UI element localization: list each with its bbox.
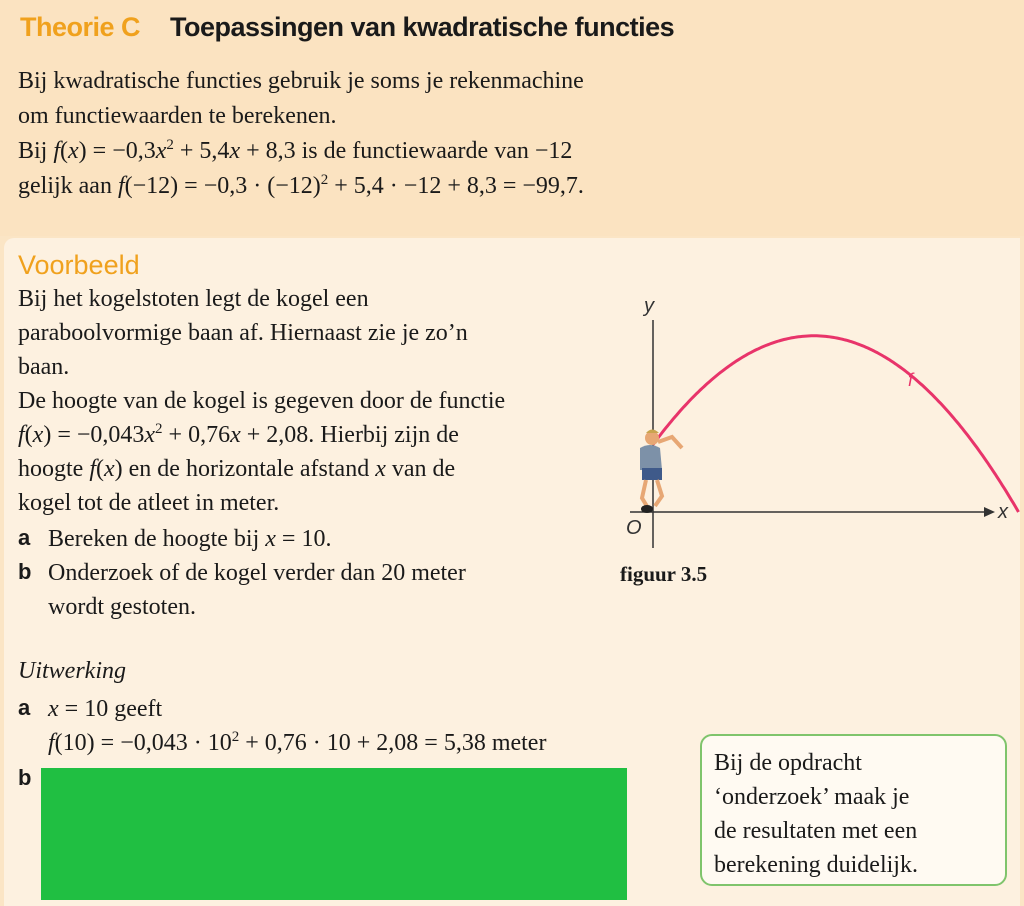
theory-formula-line: Bij $f(x) = -0,3x^2 + 5,4x + 8,3$ is de functiewaarde van −12	[18, 137, 573, 164]
origin-label: O	[626, 517, 642, 539]
solution-a: x = 10 geeft $f(10) = -0,043 \cdot 10^2 + 0,76 \cdot 10 + 2,08 = 5,38$ meter	[48, 696, 547, 756]
example-line: Bij het kogelstoten legt de kogel een	[18, 286, 369, 312]
example-line: hoogte f(x) en de horizontale afstand x van de	[18, 456, 456, 482]
figure-3-5	[600, 290, 1020, 560]
theory-text	[18, 64, 818, 204]
theory-calc-line: gelijk aan $f(-12) = -0,3 \cdot (-12)^2 + 5,4 \cdot -12 + 8,3 = -99,7$.	[18, 172, 584, 199]
theory-line: Bij kwadratische functies gebruik je soms je rekenmachine	[18, 68, 584, 94]
example-title: Voorbeeld	[18, 250, 140, 280]
example-line: baan.	[18, 354, 70, 380]
y-axis-label: y	[644, 295, 654, 317]
trajectory-curve	[653, 336, 1019, 512]
function-label: f	[908, 370, 914, 390]
example-formula-line: $f(x) = -0,043x^2 + 0,76x + 2,08$. Hierbij zijn de	[18, 421, 459, 448]
tip-line: berekening duidelijk.	[714, 852, 918, 878]
figure-caption: figuur 3.5	[620, 562, 708, 586]
solution-b-marker: b	[18, 765, 32, 790]
example-line: paraboolvormige baan af. Hiernaast zie je zo’n	[18, 320, 468, 346]
tip-line: de resultaten met een	[714, 818, 918, 844]
hidden-answer-block	[41, 768, 627, 900]
tip-line: Bij de opdracht	[714, 750, 862, 776]
question-a-marker: a	[18, 525, 31, 550]
tip-line: ‘onderzoek’ maak je	[714, 784, 910, 810]
theory-title: Toepassingen van kwadratische functies	[170, 12, 675, 42]
example-line: De hoogte van de kogel is gegeven door de functie	[18, 388, 506, 414]
solution-a-marker: a	[18, 695, 31, 720]
question-b: Onderzoek of de kogel verder dan 20 meter wordt gestoten.	[48, 560, 466, 620]
x-axis-arrow	[984, 507, 995, 517]
question-a: Bereken de hoogte bij x = 10.	[48, 526, 332, 552]
example-text	[18, 282, 505, 520]
x-axis-label: x	[998, 501, 1008, 523]
solution-heading: Uitwerking	[18, 658, 126, 684]
theory-label: Theorie C	[20, 12, 141, 42]
theory-line: om functiewaarden te berekenen.	[18, 103, 337, 129]
athlete-icon	[640, 430, 682, 514]
example-line: kogel tot de atleet in meter.	[18, 490, 280, 516]
question-b-marker: b	[18, 559, 32, 584]
tip-box	[700, 734, 1007, 886]
